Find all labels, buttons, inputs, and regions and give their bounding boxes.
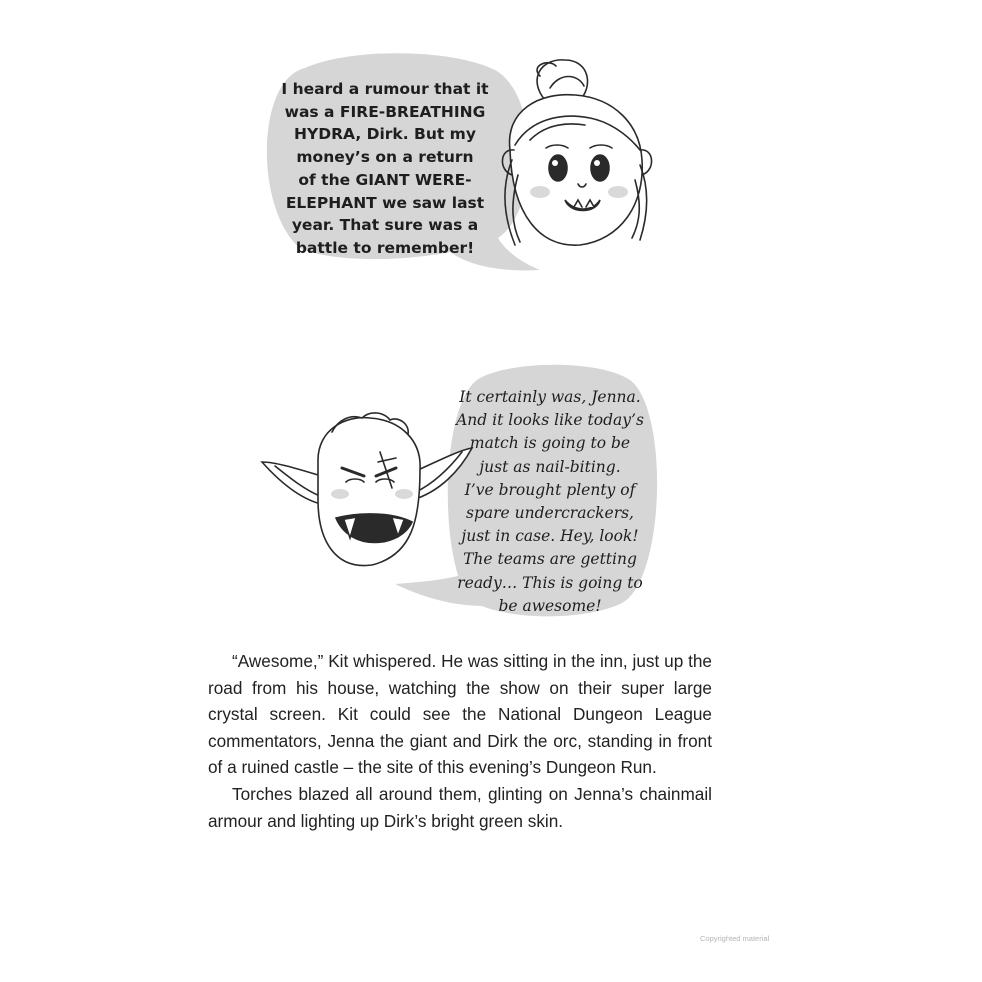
dirk-character <box>262 413 472 566</box>
paragraph: “Awesome,” Kit whispered. He was sitting in the inn, just up the road from his house, watching the show on their super large crystal screen. Kit could see the National Dungeon League commentators, Jenna the giant and Dirk the orc, standing in front of a ruined castle – the site of this evening’s Dungeon Run. <box>208 651 712 778</box>
body-text <box>208 648 712 834</box>
dirk-speech-text: It certainly was, Jenna. And it looks like today’s match is going to be just as nail-biting. I’ve brought plenty of spare undercrackers, just in case. Hey, look! The teams are getting ready… This is going to be awesome! <box>456 388 644 615</box>
copyright-watermark: Copyrighted material <box>700 934 770 943</box>
paragraph: Torches blazed all around them, glinting on Jenna’s chainmail armour and lighting up Dirk’s bright green skin. <box>208 783 712 831</box>
jenna-character <box>502 60 651 245</box>
jenna-speech-text: I heard a rumour that it was a FIRE-BREATHING HYDRA, Dirk. But my money’s on a return of the GIANT WERE- ELEPHANT we saw last year. That sure was a battle to remember! <box>281 80 489 257</box>
